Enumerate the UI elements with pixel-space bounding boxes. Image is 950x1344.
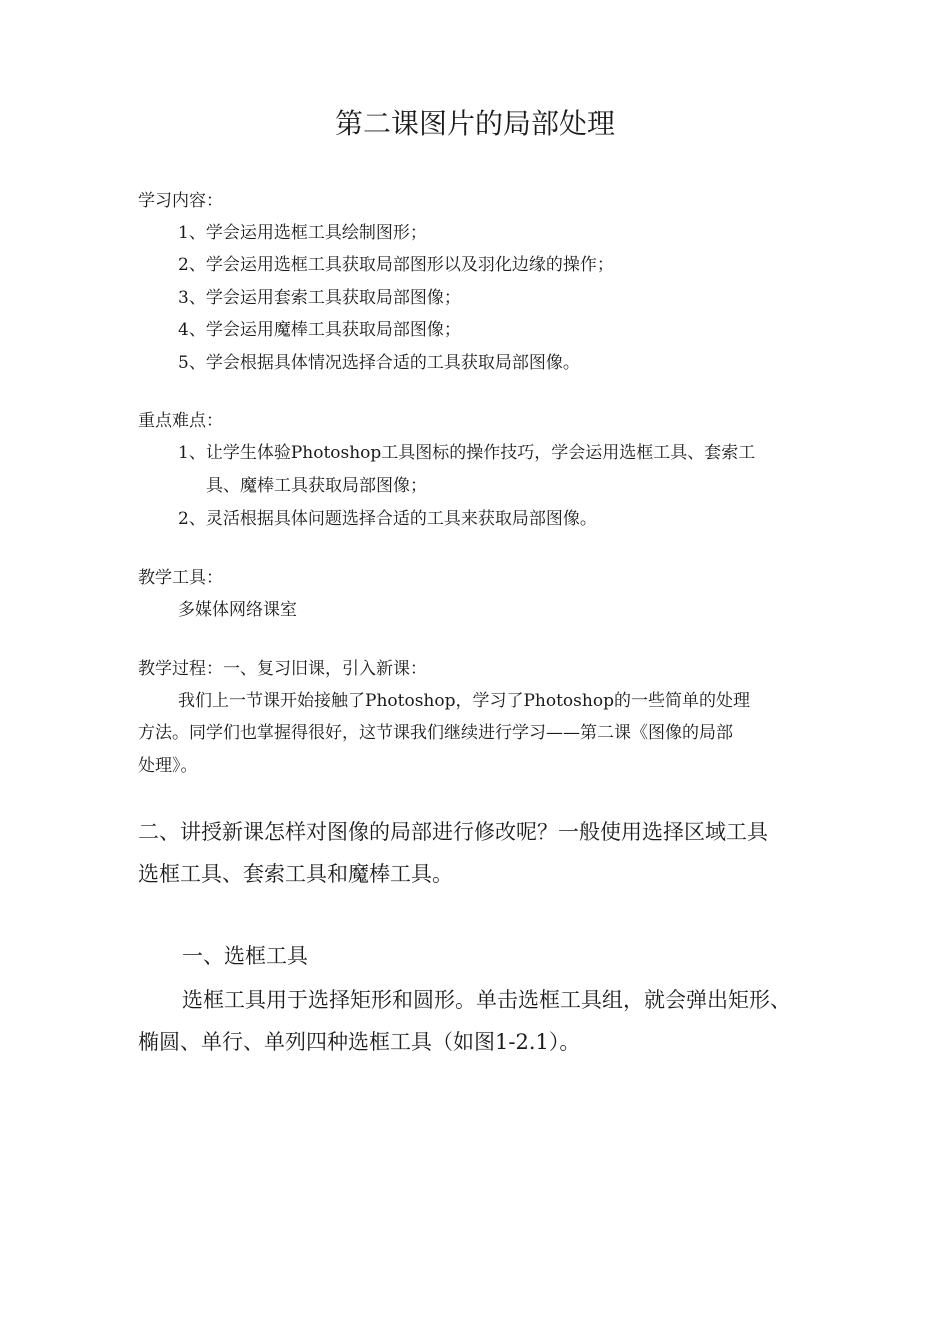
learning-item: 2、学会运用选框工具获取局部图形以及羽化边缘的操作； xyxy=(178,255,614,275)
subsection-line: 选框工具用于选择矩形和圆形。单击选框工具组，就会弹出矩形、 xyxy=(182,988,791,1012)
learning-item: 5、学会根据具体情况选择合适的工具获取局部图像。 xyxy=(178,353,580,373)
learning-heading: 学习内容： xyxy=(138,191,223,211)
learning-item: 1、学会运用选框工具绘制图形； xyxy=(178,223,427,243)
teaching-process-heading: 教学过程：一、复习旧课，引入新课： xyxy=(138,659,427,679)
subsection-heading: 一、选框工具 xyxy=(182,944,308,968)
teaching-tools-value: 多媒体网络课室 xyxy=(178,600,297,620)
process-paragraph-line: 方法。同学们也掌握得很好，这节课我们继续进行学习——第二课《图像的局部 xyxy=(138,723,733,743)
learning-item: 4、学会运用魔棒工具获取局部图像； xyxy=(178,320,461,340)
page-title: 第二课图片的局部处理 xyxy=(334,107,615,140)
subsection-line: 椭圆、单行、单列四种选框工具（如图1-2.1）。 xyxy=(138,1030,581,1054)
section2-line: 二、讲授新课怎样对图像的局部进行修改呢？一般使用选择区域工具 xyxy=(138,820,768,844)
teaching-tools-heading: 教学工具： xyxy=(138,568,223,588)
key-points-heading: 重点难点： xyxy=(138,411,223,431)
key-point-item-continued: 具、魔棒工具获取局部图像； xyxy=(206,476,427,496)
process-paragraph-line: 我们上一节课开始接触了Photoshop，学习了Photoshop的一些简单的处理 xyxy=(178,691,750,711)
learning-item: 3、学会运用套索工具获取局部图像； xyxy=(178,288,461,308)
key-point-item: 2、灵活根据具体问题选择合适的工具来获取局部图像。 xyxy=(178,509,597,529)
section2-line: 选框工具、套索工具和魔棒工具。 xyxy=(138,862,453,886)
process-paragraph-line: 处理》。 xyxy=(138,756,198,776)
key-point-item: 1、让学生体验Photoshop工具图标的操作技巧，学会运用选框工具、套索工 xyxy=(178,443,756,463)
